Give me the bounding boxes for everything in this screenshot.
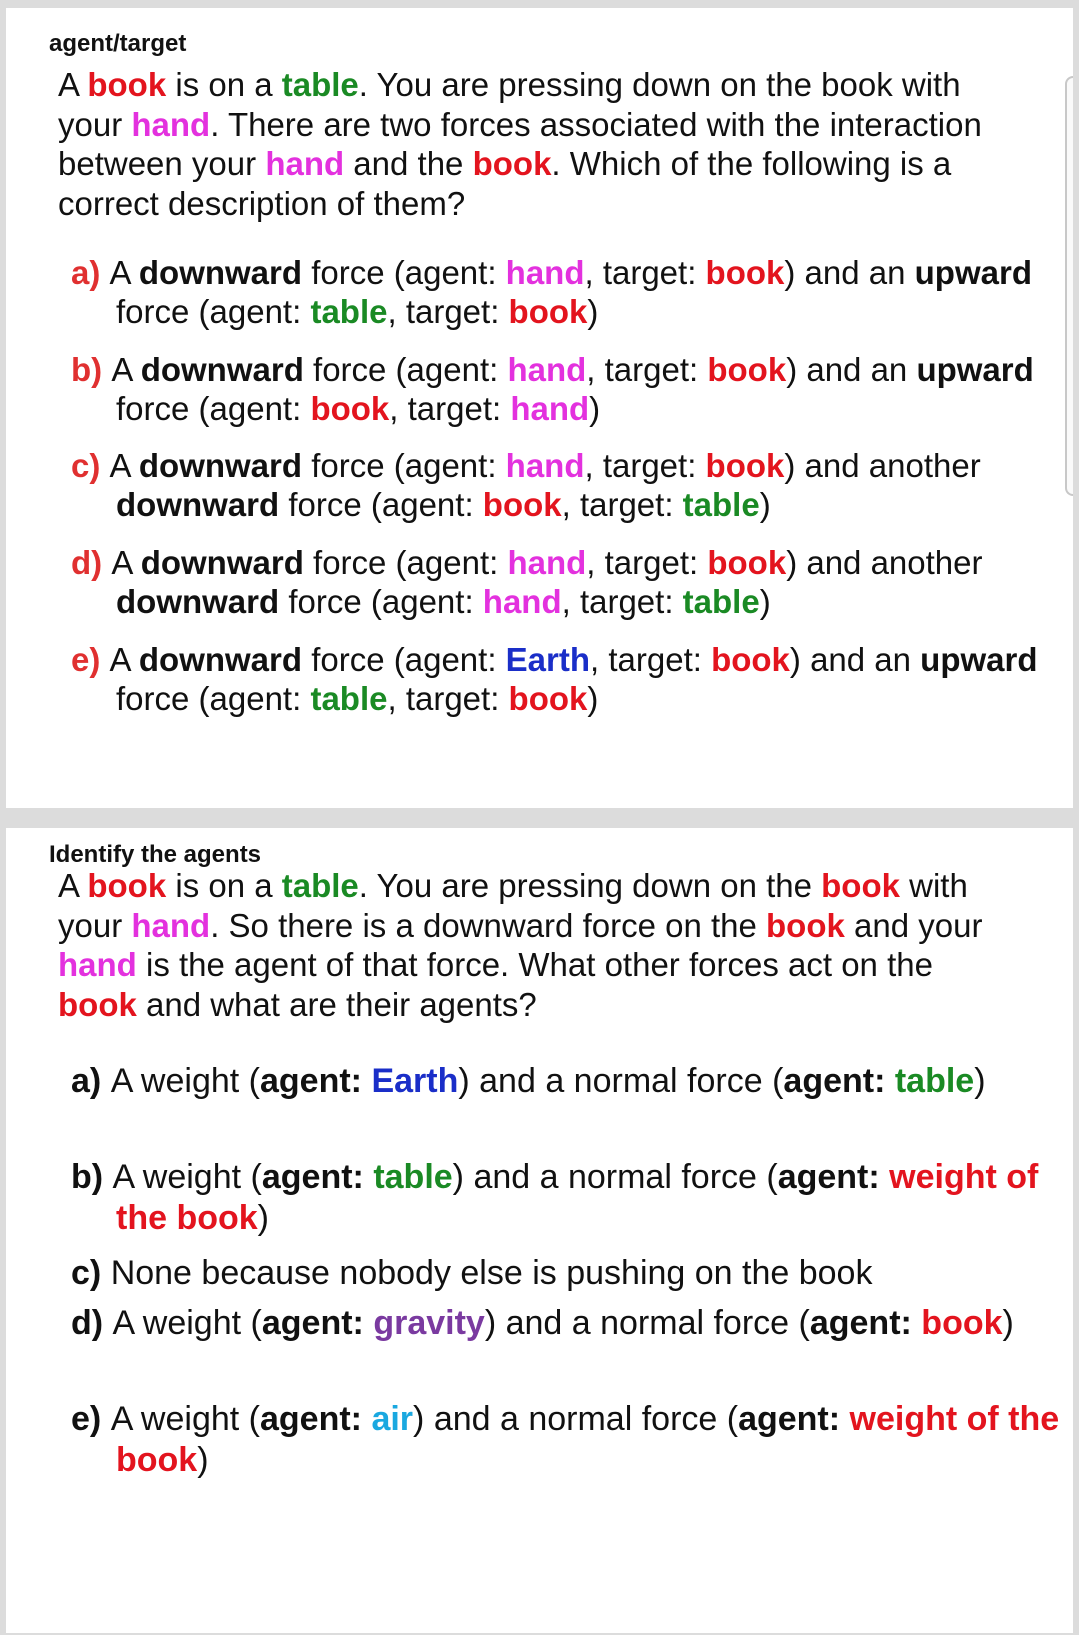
text-run: is on a: [166, 867, 282, 904]
text-run-red: book: [921, 1304, 1003, 1342]
text-run: ): [257, 1199, 269, 1237]
text-run: ): [587, 680, 599, 717]
text-run-red: book: [821, 867, 900, 904]
text-run: . There are two forces associated with the interaction between your: [58, 105, 982, 182]
text-run: , target:: [584, 254, 706, 291]
text-run-pink: hand: [265, 145, 345, 182]
text-run-lbl-red: e): [71, 641, 110, 678]
question-stem: [58, 65, 1018, 223]
text-run-pink: hand: [507, 544, 587, 581]
text-run: force (agent:: [116, 390, 311, 427]
text-run-red: book: [87, 867, 167, 904]
text-run-lbl-red: d): [71, 544, 112, 581]
text-run-red: book: [766, 906, 845, 944]
text-run: . Which of the following is a correct description of them?: [58, 145, 952, 222]
answer-option-b[interactable]: [71, 1157, 1076, 1239]
text-run: ): [589, 390, 601, 427]
text-run: force (agent:: [303, 544, 508, 581]
text-run-pink: hand: [482, 583, 562, 620]
text-run: force (agent:: [302, 447, 506, 484]
text-run: . So there is a downward force on the: [210, 906, 767, 944]
text-run-red: book: [707, 351, 787, 388]
text-run-b: downward: [138, 641, 303, 678]
text-run-green: table: [281, 867, 359, 904]
text-run-green: table: [373, 1158, 453, 1196]
text-run: ): [759, 486, 771, 523]
text-run: ) and a normal force (: [413, 1400, 739, 1438]
text-run-pink: hand: [507, 351, 587, 388]
text-run-pink: hand: [58, 946, 137, 983]
text-run-b: upward: [920, 641, 1038, 678]
text-run-blue: Earth: [505, 641, 591, 678]
text-run-b: agent:: [783, 1062, 895, 1100]
text-run-red: book: [87, 66, 167, 103]
text-run-b: downward: [116, 583, 280, 620]
text-run: A: [58, 867, 88, 904]
text-run: A weight (: [112, 1158, 262, 1196]
text-run-lbl-dark: e): [71, 1400, 111, 1438]
text-run: ) and a normal force (: [484, 1304, 810, 1342]
text-run: , target:: [590, 641, 712, 678]
text-run: ) and an: [784, 254, 915, 291]
answer-option-e[interactable]: [71, 640, 1076, 718]
text-run-green: table: [310, 680, 388, 717]
text-run: ): [1002, 1304, 1014, 1342]
text-run-red: book: [705, 447, 785, 484]
text-run: , target:: [387, 293, 509, 330]
text-run-red: book: [705, 254, 785, 291]
text-run: force (agent:: [116, 680, 311, 717]
text-run: ) and another: [786, 544, 983, 581]
text-run-red: book: [310, 390, 390, 427]
text-run-pink: hand: [505, 447, 585, 484]
text-run-b: agent:: [777, 1158, 890, 1196]
text-run: force (agent:: [302, 254, 506, 291]
text-run: , target:: [387, 680, 509, 717]
text-run: ) and another: [784, 447, 981, 484]
text-run: . You are pressing down on the book with your: [58, 66, 961, 143]
text-run-b: downward: [138, 447, 303, 484]
text-run: A weight (: [110, 1062, 260, 1100]
text-run-b: agent:: [261, 1304, 374, 1342]
text-run-pink: hand: [510, 390, 590, 427]
text-run: . You are pressing down on the: [358, 867, 822, 904]
text-run: ) and an: [786, 351, 917, 388]
answer-option-c[interactable]: [71, 1253, 1076, 1294]
text-run-b: agent:: [738, 1400, 850, 1438]
text-run-red: book: [711, 641, 790, 678]
text-run-red: weight of the book: [116, 1158, 1039, 1237]
text-run-lbl-dark: d): [71, 1304, 113, 1342]
text-run: A weight (: [110, 1400, 260, 1438]
text-run-lbl-dark: a): [71, 1062, 111, 1100]
text-run: ) and a normal force (: [452, 1158, 778, 1196]
text-run: , target:: [561, 486, 683, 523]
text-run-lbl-red: c): [71, 447, 110, 484]
text-run: A: [109, 641, 139, 678]
text-run-pink: hand: [131, 105, 211, 143]
text-run-b: downward: [140, 351, 304, 388]
text-run-b: agent:: [260, 1400, 372, 1438]
question-card-agent-target: [6, 8, 1073, 808]
text-run: A: [109, 254, 139, 291]
answer-option-a[interactable]: [71, 253, 1076, 331]
text-run-lbl-dark: b): [71, 1158, 113, 1196]
card-title: Identify the agents: [49, 841, 262, 868]
text-run: force (agent:: [279, 583, 483, 620]
text-run-lbl-red: b): [71, 351, 112, 388]
text-run-red: book: [707, 544, 787, 581]
text-run-green: table: [894, 1062, 975, 1100]
text-run-green: table: [682, 486, 760, 523]
text-run-red: book: [472, 145, 552, 182]
text-run: ) and a normal force (: [458, 1062, 784, 1100]
text-run-lbl-dark: c): [71, 1254, 111, 1292]
text-run-b: downward: [138, 254, 303, 291]
text-run-red: book: [482, 486, 562, 523]
text-run-green: table: [281, 66, 359, 103]
text-run-b: upward: [916, 351, 1034, 388]
answer-option-c[interactable]: [71, 446, 1076, 524]
text-run-b: agent:: [809, 1304, 922, 1342]
answer-option-e[interactable]: [71, 1399, 1076, 1481]
answer-option-a[interactable]: [71, 1061, 1076, 1102]
text-run-red: weight of the book: [116, 1400, 1060, 1479]
text-run: is the agent of that force. What other forces act on the: [136, 946, 933, 983]
card-title: agent/target: [49, 30, 187, 57]
text-run: A: [111, 351, 141, 388]
text-run: and the: [344, 145, 473, 182]
text-run-cyan: air: [371, 1400, 414, 1438]
text-run: is on a: [166, 66, 282, 103]
text-run-b: agent:: [261, 1158, 374, 1196]
text-run: force (agent:: [302, 641, 506, 678]
text-run: , target:: [586, 351, 708, 388]
answer-option-d[interactable]: [71, 543, 1076, 621]
text-run: , target:: [389, 390, 511, 427]
text-run-red: book: [508, 680, 588, 717]
question-card-identify-agents: [6, 828, 1073, 1633]
text-run-red: book: [508, 293, 588, 330]
text-run: A weight (: [112, 1304, 262, 1342]
text-run: ): [587, 293, 599, 330]
text-run: A: [58, 66, 88, 103]
text-run: , target:: [586, 544, 708, 581]
text-run-purple: gravity: [373, 1304, 485, 1342]
text-run: ): [759, 583, 771, 620]
question-stem: [58, 866, 1018, 1024]
text-run: None because nobody else is pushing on the book: [110, 1254, 873, 1292]
text-run: A: [111, 544, 141, 581]
text-run-b: downward: [116, 486, 280, 523]
text-run: , target:: [584, 447, 706, 484]
text-run-b: agent:: [260, 1062, 372, 1100]
text-run-blue: Earth: [371, 1062, 459, 1100]
text-run-green: table: [682, 583, 760, 620]
answer-option-b[interactable]: [71, 350, 1076, 428]
text-run: ): [974, 1062, 986, 1100]
text-run: , target:: [561, 583, 683, 620]
text-run: force (agent:: [303, 351, 508, 388]
text-run-b: downward: [140, 544, 304, 581]
text-run-pink: hand: [505, 254, 585, 291]
text-run: with your: [58, 867, 968, 944]
answer-option-d[interactable]: [71, 1303, 1076, 1344]
text-run: and what are their agents?: [136, 985, 537, 1023]
text-run-green: table: [310, 293, 388, 330]
text-run: A: [109, 447, 139, 484]
text-run: force (agent:: [279, 486, 483, 523]
text-run: and your: [844, 906, 983, 944]
text-run-red: book: [58, 985, 137, 1023]
text-run: ) and an: [789, 641, 921, 678]
text-run: force (agent:: [116, 293, 311, 330]
text-run: ): [197, 1441, 209, 1479]
text-run-pink: hand: [131, 906, 211, 944]
text-run-lbl-red: a): [71, 254, 110, 291]
text-run-b: upward: [914, 254, 1032, 291]
